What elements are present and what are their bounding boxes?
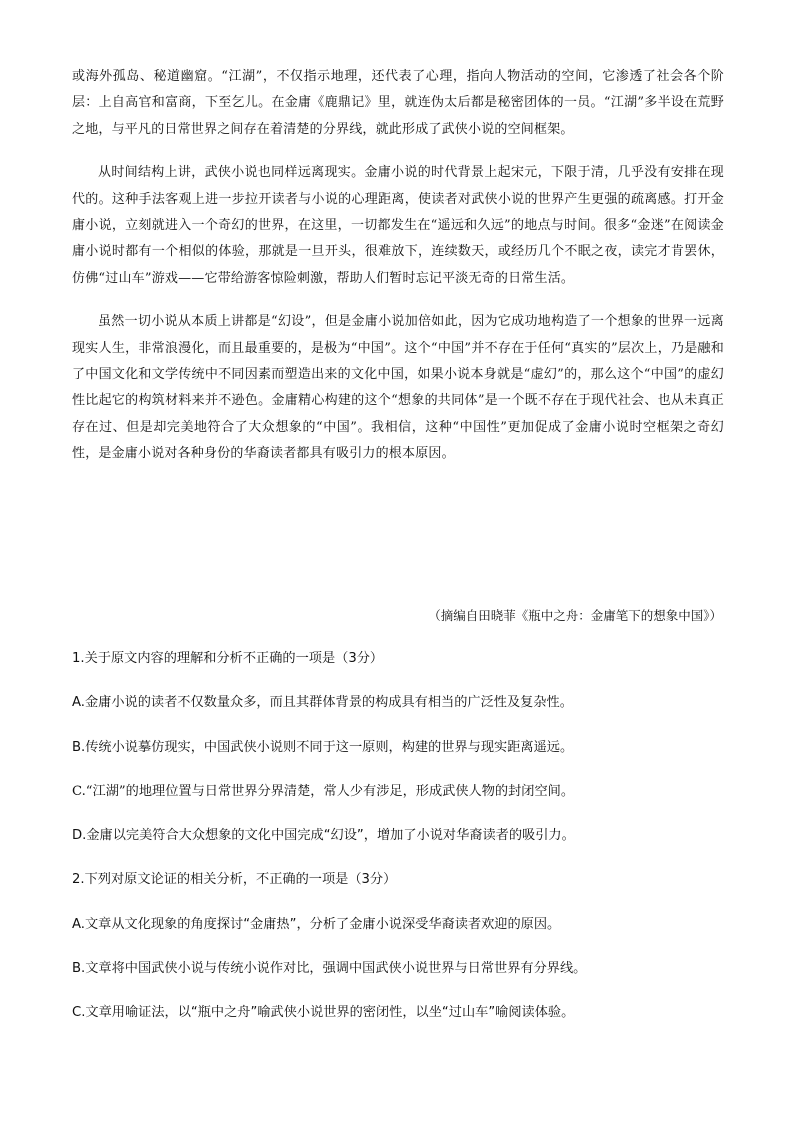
passage-source: （摘编自田晓菲《瓶中之舟：金庸笔下的想象中国》） xyxy=(428,608,722,623)
passage-paragraph-2: 从时间结构上讲，武侠小说也同样远离现实。金庸小说的时代背景上起宋元，下限于清，几乎没有安排在现代的。这种手法客观上进一步拉开读者与小说的心理距离，使读者对武侠小说的世界产生更强的疏离感。打开金庸小说，立刻就进入一个奇幻的世界，在这里，一切都发生在“遥远和久远”的地点与时间。很多“金迷”在阅读金庸小说时都有一个相似的体验，那就是一旦开头，很难放下，连续数天，或经历几个不眠之夜，读完才肯罢休，仿佛“过山车”游戏——它带给游客惊险刺激，帮助人们暂时忘记平淡无奇的日常生活。 xyxy=(72,165,724,286)
question-1-option-a: A.金庸小说的读者不仅数量众多，而且其群体背景的构成具有相当的广泛性及复杂性。 xyxy=(72,695,573,711)
question-2-option-c: C.文章用喻证法，以“瓶中之舟”喻武侠小说世界的密闭性，以坐“过山车”喻阅读体验。 xyxy=(72,1005,575,1021)
question-2 xyxy=(72,869,732,1024)
question-1-option-d: D.金庸以完美符合大众想象的文化中国完成“幻设”，增加了小说对华裔读者的吸引力。 xyxy=(72,828,575,844)
question-1-stem: 1.关于原文内容的理解和分析不正确的一项是（3分） xyxy=(72,651,384,666)
question-1-option-c: C.“江湖”的地理位置与日常世界分界清楚，常人少有涉足，形成武侠人物的封闭空间。 xyxy=(72,783,575,799)
reading-passage xyxy=(72,64,724,485)
question-1-option-b: B.传统小说摹仿现实，中国武侠小说则不同于这一原则，构建的世界与现实距离遥远。 xyxy=(72,739,574,755)
passage-paragraph-3: 虽然一切小说从本质上讲都是“幻设”，但是金庸小说加倍如此，因为它成功地构造了一个想象的世界一远离现实人生，非常浪漫化，而且最重要的，是极为“中国”。这个“中国”并不存在于任何“真实的”层次上，乃是融和了中国文化和文学传统中不同因素而塑造出来的文化中国，如果小说本身就是“虚幻”的，那么这个“中国”的虚幻性比起它的构筑材料来并不逊色。金庸精心构建的这个“想象的共同体”是一个既不存在于现代社会、也从未真正存在过、但是却完美地符合了大众想象的“中国”。我相信，这种“中国性”更加促成了金庸小说时空框架之奇幻性，是金庸小说对各种身份的华裔读者都具有吸引力的根本原因。 xyxy=(72,314,724,462)
question-list xyxy=(72,648,732,1047)
question-2-stem: 2.下列对原文论证的相关分析，不正确的一项是（3分） xyxy=(72,872,397,888)
passage-paragraph-1: 或海外孤岛、秘道幽窟。“江湖”，不仅指示地理，还代表了心理，指向人物活动的空间，它渗透了社会各个阶层：上自高官和富商，下至乞儿。在金庸《鹿鼎记》里，就连伪太后都是秘密团体的一员。“江湖”多半设在荒野之地，与平凡的日常世界之间存在着清楚的分界线，就此形成了武侠小说的空间框架。 xyxy=(72,69,724,137)
question-1 xyxy=(72,648,732,847)
question-2-option-a: A.文章从文化现象的角度探讨“金庸热”，分析了金庸小说深受华裔读者欢迎的原因。 xyxy=(72,916,561,932)
question-2-option-b: B.文章将中国武侠小说与传统小说作对比，强调中国武侠小说世界与日常世界有分界线。 xyxy=(72,961,587,977)
